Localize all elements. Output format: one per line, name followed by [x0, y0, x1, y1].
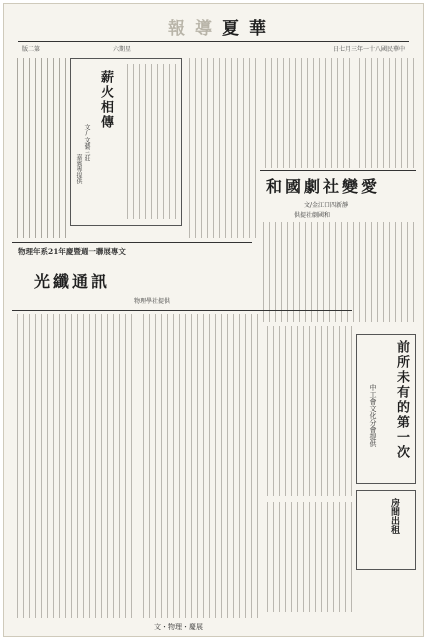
masthead-rule [18, 41, 409, 42]
right-article-rule [260, 170, 416, 171]
page-number: 版二第 [22, 46, 41, 53]
lower-rule [12, 310, 352, 311]
article-right-credit: 供提社劇國和 [294, 212, 331, 219]
right-top-text [354, 58, 414, 168]
banner-credit: 物理學社提供 [134, 298, 171, 305]
article-right-body [260, 222, 414, 322]
lower-right-bottom-text [262, 502, 352, 612]
article-left-body [126, 64, 176, 219]
lower-right-text [262, 326, 352, 496]
banner-rule-top [12, 242, 252, 243]
weekday: 六期星 [113, 46, 132, 53]
banner-headline: 光纖通訊 [34, 272, 111, 291]
left-column-text [12, 58, 66, 238]
ad-text: 房間出租 [389, 498, 399, 534]
lower-left-text [12, 314, 132, 618]
article-right-byline: 文/金江口四新靜 [304, 202, 349, 209]
middle-right-text [260, 58, 350, 168]
article-left-credit: 嘉賓專提供 [75, 154, 82, 184]
lower-middle-text [138, 314, 258, 618]
middle-column-text [186, 58, 256, 238]
issue-date: 日七月三年一十八國民華中 [332, 46, 405, 53]
article-left-headline: 薪火相傳 [98, 70, 113, 130]
article-left-byline: 文/文藝三莊 [83, 124, 90, 161]
ad-box [356, 490, 416, 570]
article-right-headline: 和國劇社變愛 [266, 177, 381, 196]
newspaper-page [4, 4, 423, 636]
side-feature-sub: 中工會文化分會提供 [369, 384, 377, 447]
side-feature-headline: 前所未有的第一次 [394, 340, 409, 460]
masthead [18, 10, 409, 53]
footer-text: 文・物理・慶展 [154, 623, 203, 631]
masthead-title: 報導夏華 [168, 19, 276, 39]
banner-series: 物理年系21年慶暨週一聯展專文 [18, 247, 126, 256]
